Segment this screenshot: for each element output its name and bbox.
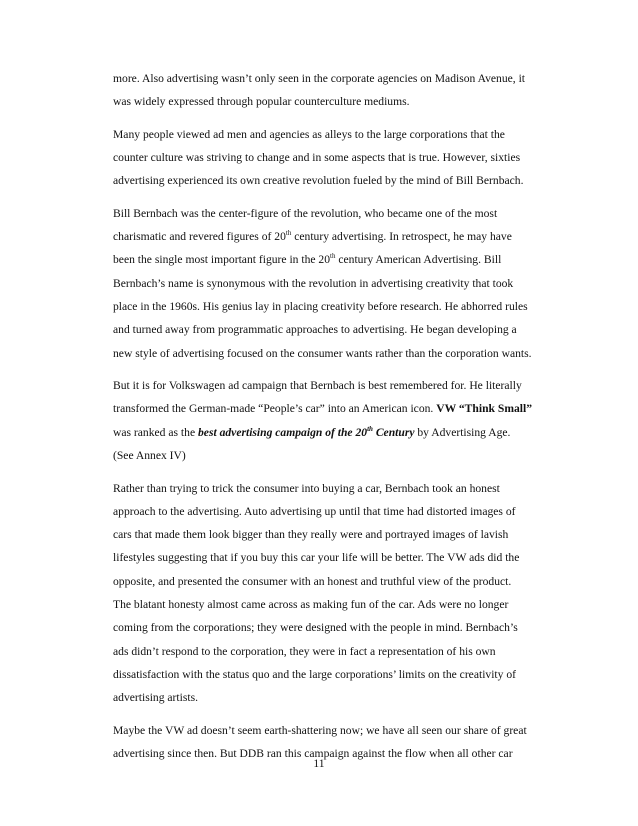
paragraph: [113, 67, 525, 114]
text-run: charismatic and revered figures of 20: [113, 230, 286, 244]
text-run: approach to the advertising. Auto advertising up until that time had distorted images of: [113, 504, 516, 518]
text-line: [113, 686, 525, 709]
text-run: by Advertising Age.: [414, 425, 511, 439]
text-line: [113, 67, 525, 90]
text-line: [113, 477, 525, 500]
text-run: advertising since then. But DDB ran this campaign against the flow when all other car: [113, 746, 513, 760]
text-run: more. Also advertising wasn’t only seen in the corporate agencies on Madison Avenue, it: [113, 72, 526, 85]
text-run: The blatant honesty almost came across as making fun of the car. Ads were no longer: [113, 597, 509, 611]
text-line: [113, 546, 525, 569]
text-run: (See Annex IV): [113, 449, 186, 463]
text-run: Bill Bernbach was the center-figure of the revolution, who became one of the most: [113, 206, 498, 220]
text-run: dissatisfaction with the status quo and the large corporations’ limits on the creativity of: [113, 667, 517, 681]
text-run: century American Advertising. Bill: [335, 253, 502, 267]
text-line: [113, 397, 533, 420]
text-line: [113, 272, 525, 295]
page-number: 11: [313, 757, 325, 770]
text-run: best advertising campaign of the 20: [198, 425, 368, 439]
paragraph: [113, 202, 532, 365]
text-run: cars that made them look bigger than they really were and portrayed images of lavish: [113, 528, 509, 542]
text-run: advertising experienced its own creative revolution fueled by the mind of Bill Bernbach.: [113, 174, 524, 188]
text-run: been the single most important figure in the 20: [113, 253, 331, 267]
text-line: [113, 421, 525, 444]
text-line: [113, 616, 525, 639]
text-run: Many people viewed ad men and agencies as alleys to the large corporations that the: [113, 127, 505, 141]
text-run: Rather than trying to trick the consumer into buying a car, Bernbach took an honest: [113, 481, 500, 495]
text-line: [113, 318, 525, 341]
text-run: Bernbach’s name is synonymous with the revolution in advertising creativity that took: [113, 276, 514, 290]
text-run: new style of advertising focused on the consumer wants rather than the corporation wants.: [113, 346, 532, 360]
text-run: was ranked as the: [113, 425, 198, 439]
paragraph: [113, 123, 525, 193]
text-line: [113, 444, 525, 467]
text-line: [113, 640, 525, 663]
text-line: [113, 248, 525, 271]
text-run: counter culture was striving to change and in some aspects that is true. However, sixties: [113, 151, 521, 165]
text-line: [113, 342, 532, 365]
superscript: th: [285, 229, 292, 238]
text-run: advertising artists.: [113, 691, 199, 705]
text-run: was widely expressed through popular counterculture mediums.: [113, 95, 410, 109]
text-line: [113, 295, 528, 318]
text-run: ads didn’t respond to the corporation, they were in fact a representation of his own: [113, 644, 496, 658]
text-line: [113, 90, 525, 113]
superscript: th: [367, 424, 373, 433]
text-run: Maybe the VW ad doesn’t seem earth-shattering now; we have all seen our share of great: [113, 723, 527, 737]
text-run: But it is for Volkswagen ad campaign that Bernbach is best remembered for. He literally: [113, 379, 522, 393]
text-line: [113, 593, 525, 616]
paragraph: [113, 477, 525, 710]
text-run: opposite, and presented the consumer with an honest and truthful view of the product.: [113, 574, 512, 588]
text-run: Century: [372, 425, 415, 439]
text-line: [113, 169, 525, 192]
body-text: [113, 67, 533, 774]
text-line: [113, 500, 525, 523]
text-run: transformed the German-made “People’s car” into an American icon.: [113, 402, 437, 416]
text-run: lifestyles suggesting that if you buy this car your life will be better. The VW ads did the: [113, 551, 520, 565]
text-line: [113, 663, 525, 686]
text-line: [113, 719, 525, 742]
text-run: century advertising. In retrospect, he may have: [291, 230, 512, 244]
text-line: [113, 123, 525, 146]
text-run: coming from the corporations; they were designed with the people in mind. Bernbach’s: [113, 621, 518, 635]
text-line: [113, 225, 525, 248]
text-line: [113, 570, 525, 593]
superscript: th: [330, 252, 336, 261]
text-line: [113, 523, 525, 546]
text-line: [113, 202, 525, 225]
text-run: VW “Think Small”: [436, 402, 533, 416]
text-run: and turned away from programmatic approaches to advertising. He began developing a: [113, 323, 517, 337]
text-line: [113, 374, 525, 397]
text-line: [113, 146, 525, 169]
paragraph: [113, 374, 533, 467]
text-run: place in the 1960s. His genius lay in placing creativity before research. He abhorred rules: [113, 300, 528, 314]
